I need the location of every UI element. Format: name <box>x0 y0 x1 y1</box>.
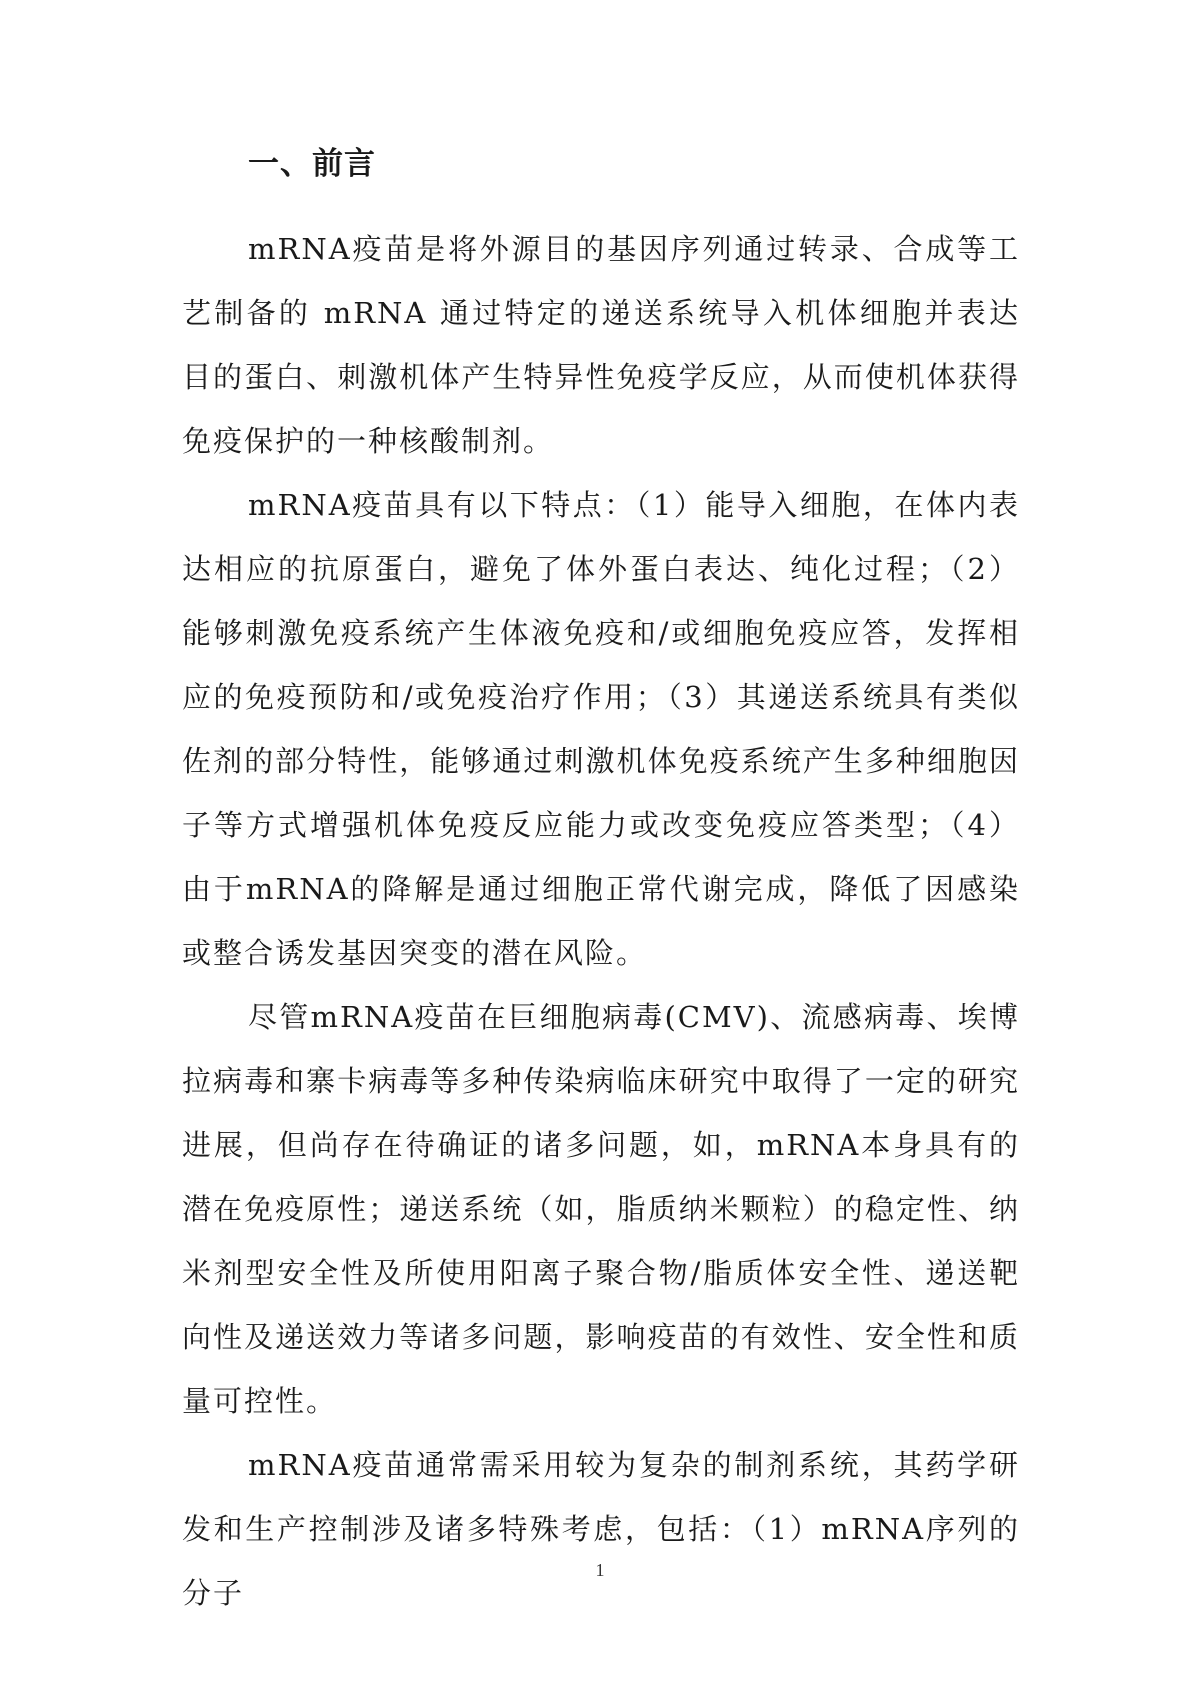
section-heading: 一、前言 <box>248 146 376 182</box>
paragraph-features: mRNA疫苗具有以下特点：（1）能导入细胞，在体内表达相应的抗原蛋白，避免了体外蛋白表达、纯化过程；（2）能够刺激免疫系统产生体液免疫和/或细胞免疫应答，发挥相应的免疫预防和/或免疫治疗作用；（3）其递送系统具有类似佐剂的部分特性，能够通过刺激机体免疫系统产生多种细胞因子等方式增强机体免疫反应能力或改变免疫应答类型；（4）由于mRNA的降解是通过细胞正常代谢完成，降低了因感染或整合诱发基因突变的潜在风险。 <box>182 488 1020 970</box>
paragraph-formulation: mRNA疫苗通常需采用较为复杂的制剂系统，其药学研发和生产控制涉及诸多特殊考虑，包括：（1）mRNA序列的分子 <box>182 1448 1020 1610</box>
page-number: 1 <box>595 1560 605 1580</box>
paragraph-definition: mRNA疫苗是将外源目的基因序列通过转录、合成等工艺制备的 mRNA 通过特定的递送系统导入机体细胞并表达目的蛋白、刺激机体产生特异性免疫学反应，从而使机体获得免疫保护的一种核酸制剂。 <box>182 232 1020 458</box>
body-text <box>182 217 1020 1625</box>
paragraph-challenges: 尽管mRNA疫苗在巨细胞病毒(CMV)、流感病毒、埃博拉病毒和寨卡病毒等多种传染病临床研究中取得了一定的研究进展，但尚存在待确证的诸多问题，如，mRNA本身具有的潜在免疫原性；递送系统（如，脂质纳米颗粒）的稳定性、纳米剂型安全性及所使用阳离子聚合物/脂质体安全性、递送靶向性及递送效力等诸多问题，影响疫苗的有效性、安全性和质量可控性。 <box>182 1000 1020 1418</box>
